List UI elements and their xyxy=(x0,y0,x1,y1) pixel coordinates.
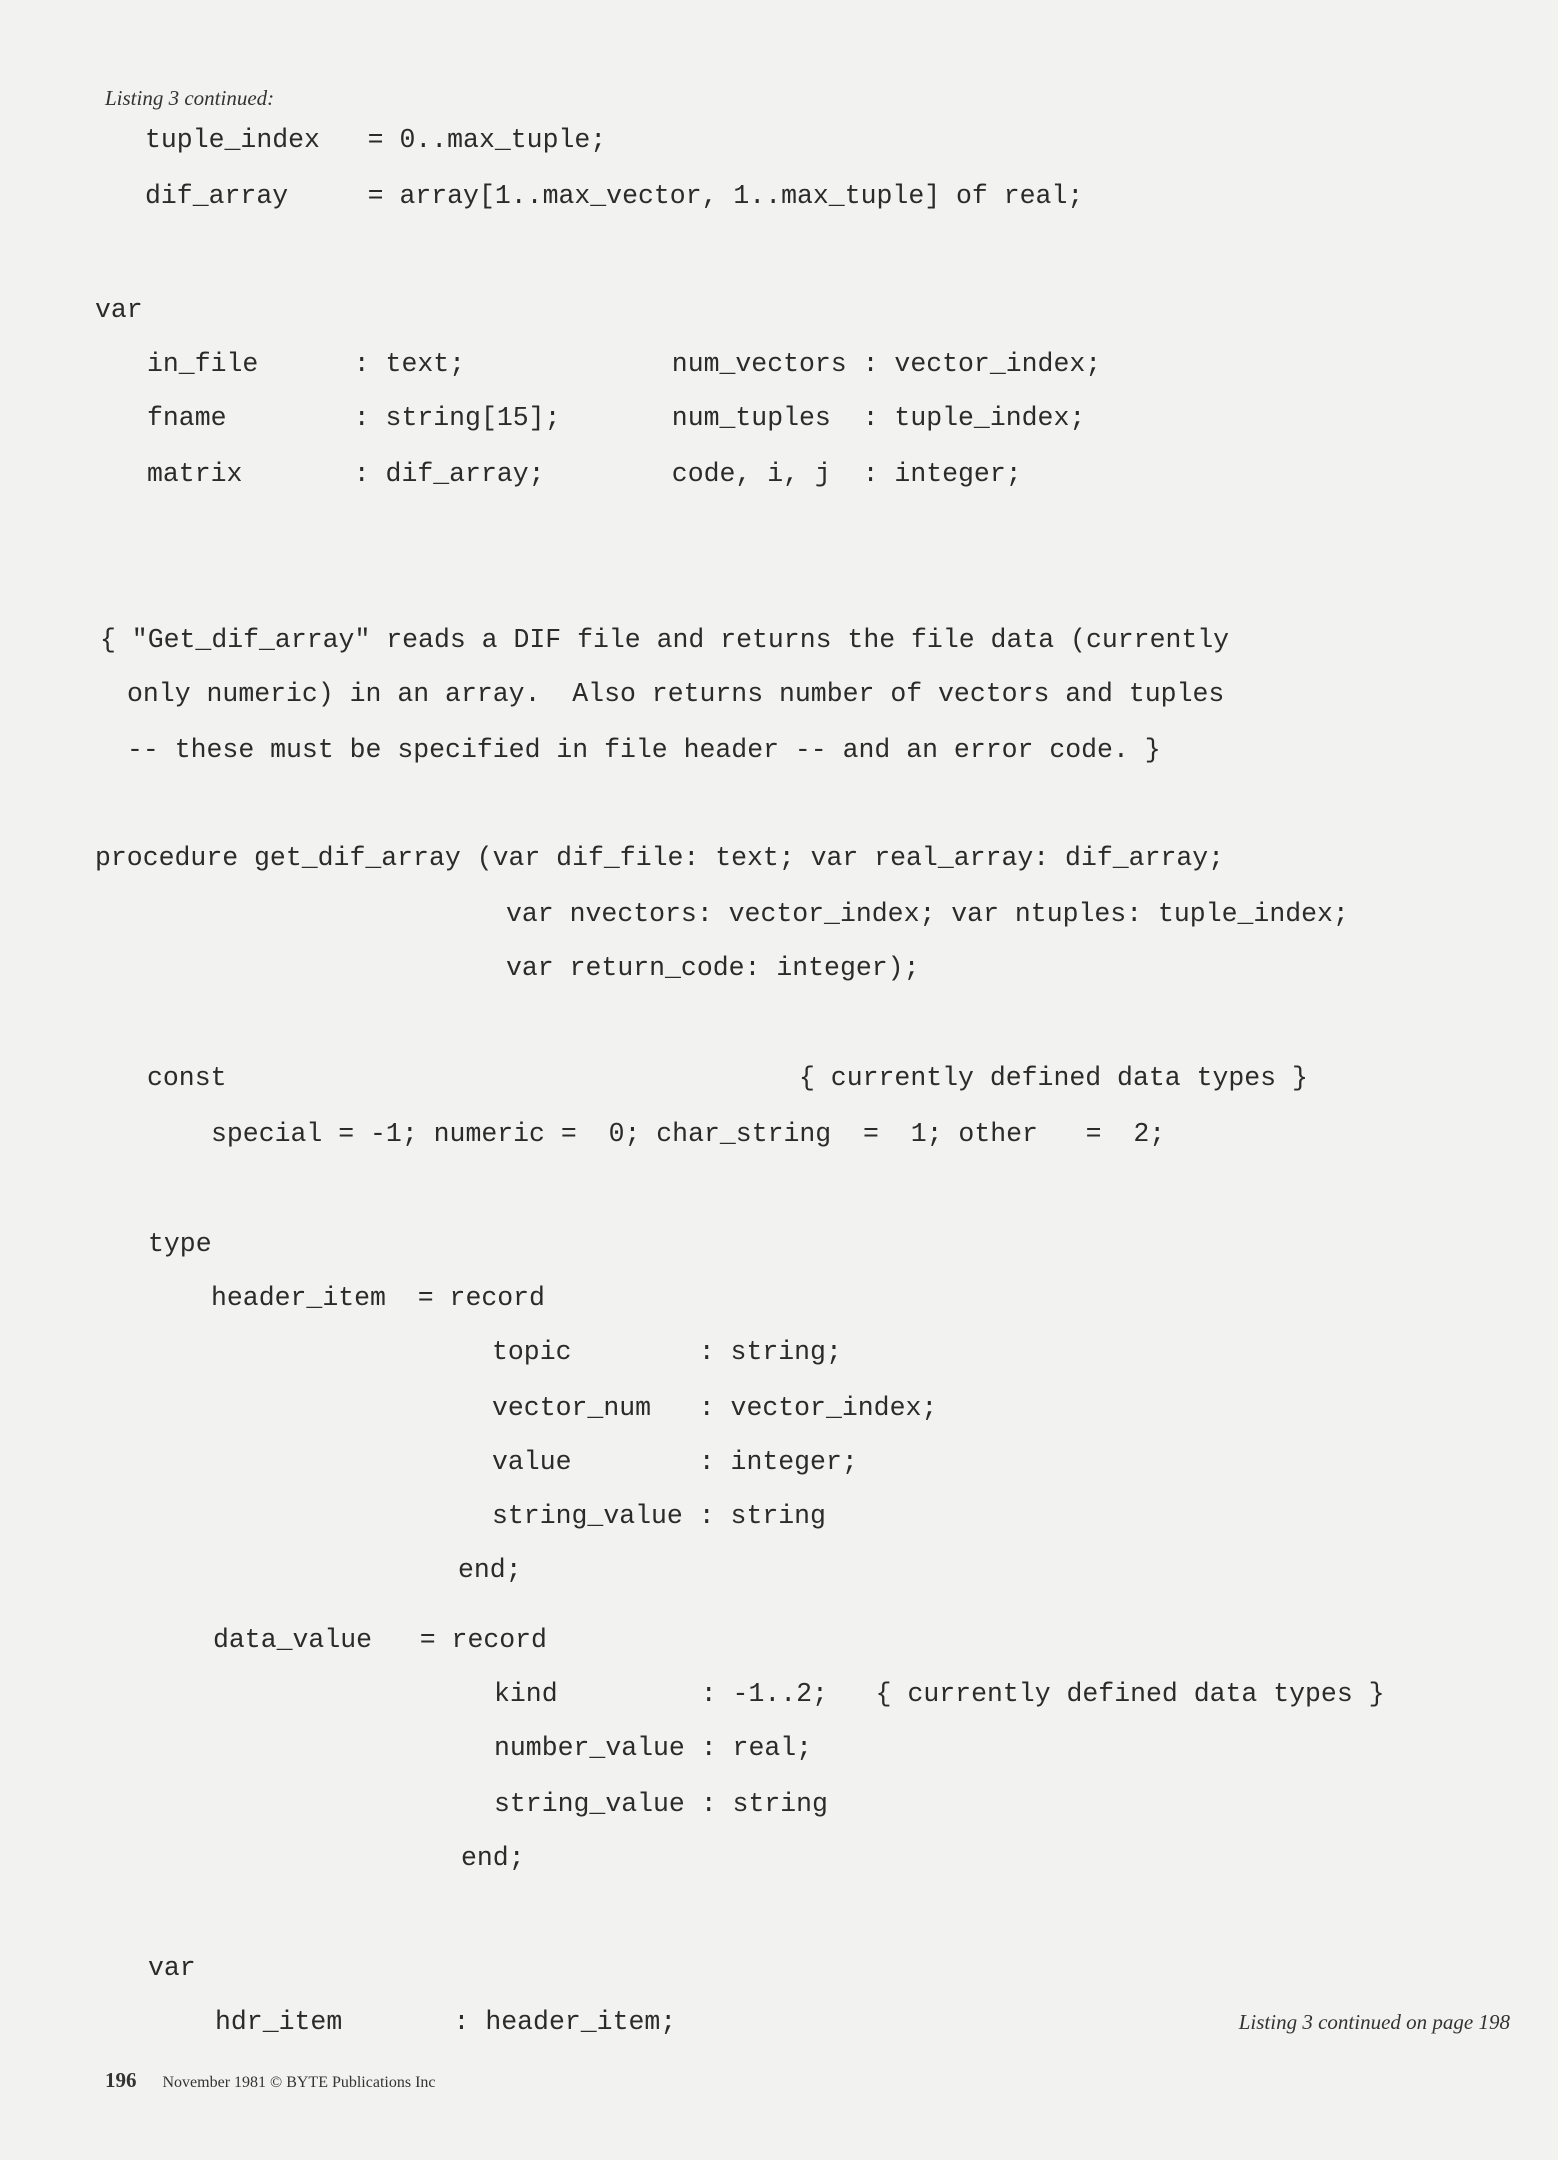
code-line: -- these must be specified in file header -- and an error code. } xyxy=(127,735,1161,765)
code-line: var return_code: integer); xyxy=(506,953,920,983)
code-line: end; xyxy=(458,1555,522,1585)
page-footer xyxy=(105,2068,436,2093)
code-line: only numeric) in an array. Also returns number of vectors and tuples xyxy=(127,679,1225,709)
code-line: matrix : dif_array; code, i, j : integer; xyxy=(147,459,1022,489)
code-line: { "Get_dif_array" reads a DIF file and returns the file data (currently xyxy=(100,625,1230,655)
code-line: vector_num : vector_index; xyxy=(492,1393,938,1423)
code-line: data_value = record xyxy=(213,1625,547,1655)
code-line: topic : string; xyxy=(492,1337,842,1367)
continued-note: Listing 3 continued on page 198 xyxy=(1238,2010,1510,2034)
code-line: string_value : string xyxy=(492,1501,826,1531)
code-line: tuple_index = 0..max_tuple; xyxy=(145,125,607,155)
code-line: var xyxy=(148,1953,196,1983)
listing-caption: Listing 3 continued: xyxy=(105,86,275,110)
code-line: number_value : real; xyxy=(494,1733,813,1763)
publication-line: November 1981 © BYTE Publications Inc xyxy=(162,2074,436,2091)
code-line: header_item = record xyxy=(211,1283,545,1313)
code-line: type xyxy=(148,1229,212,1259)
code-line: hdr_item : header_item; xyxy=(215,2007,677,2037)
code-line: string_value : string xyxy=(494,1789,828,1819)
code-line: value : integer; xyxy=(492,1447,858,1477)
code-line: fname : string[15]; num_tuples : tuple_index; xyxy=(147,403,1086,433)
code-line: var nvectors: vector_index; var ntuples: tuple_index; xyxy=(506,899,1349,929)
page-number: 196 xyxy=(105,2068,137,2092)
code-line: var xyxy=(95,295,143,325)
code-line: procedure get_dif_array (var dif_file: text; var real_array: dif_array; xyxy=(95,843,1225,873)
code-line: kind : -1..2; { currently defined data types } xyxy=(494,1679,1385,1709)
code-line: in_file : text; num_vectors : vector_index; xyxy=(147,349,1102,379)
code-line: dif_array = array[1..max_vector, 1..max_tuple] of real; xyxy=(145,181,1084,211)
code-line: special = -1; numeric = 0; char_string = 1; other = 2; xyxy=(211,1119,1166,1149)
code-line: end; xyxy=(461,1843,525,1873)
code-line: const { currently defined data types } xyxy=(147,1063,1308,1093)
